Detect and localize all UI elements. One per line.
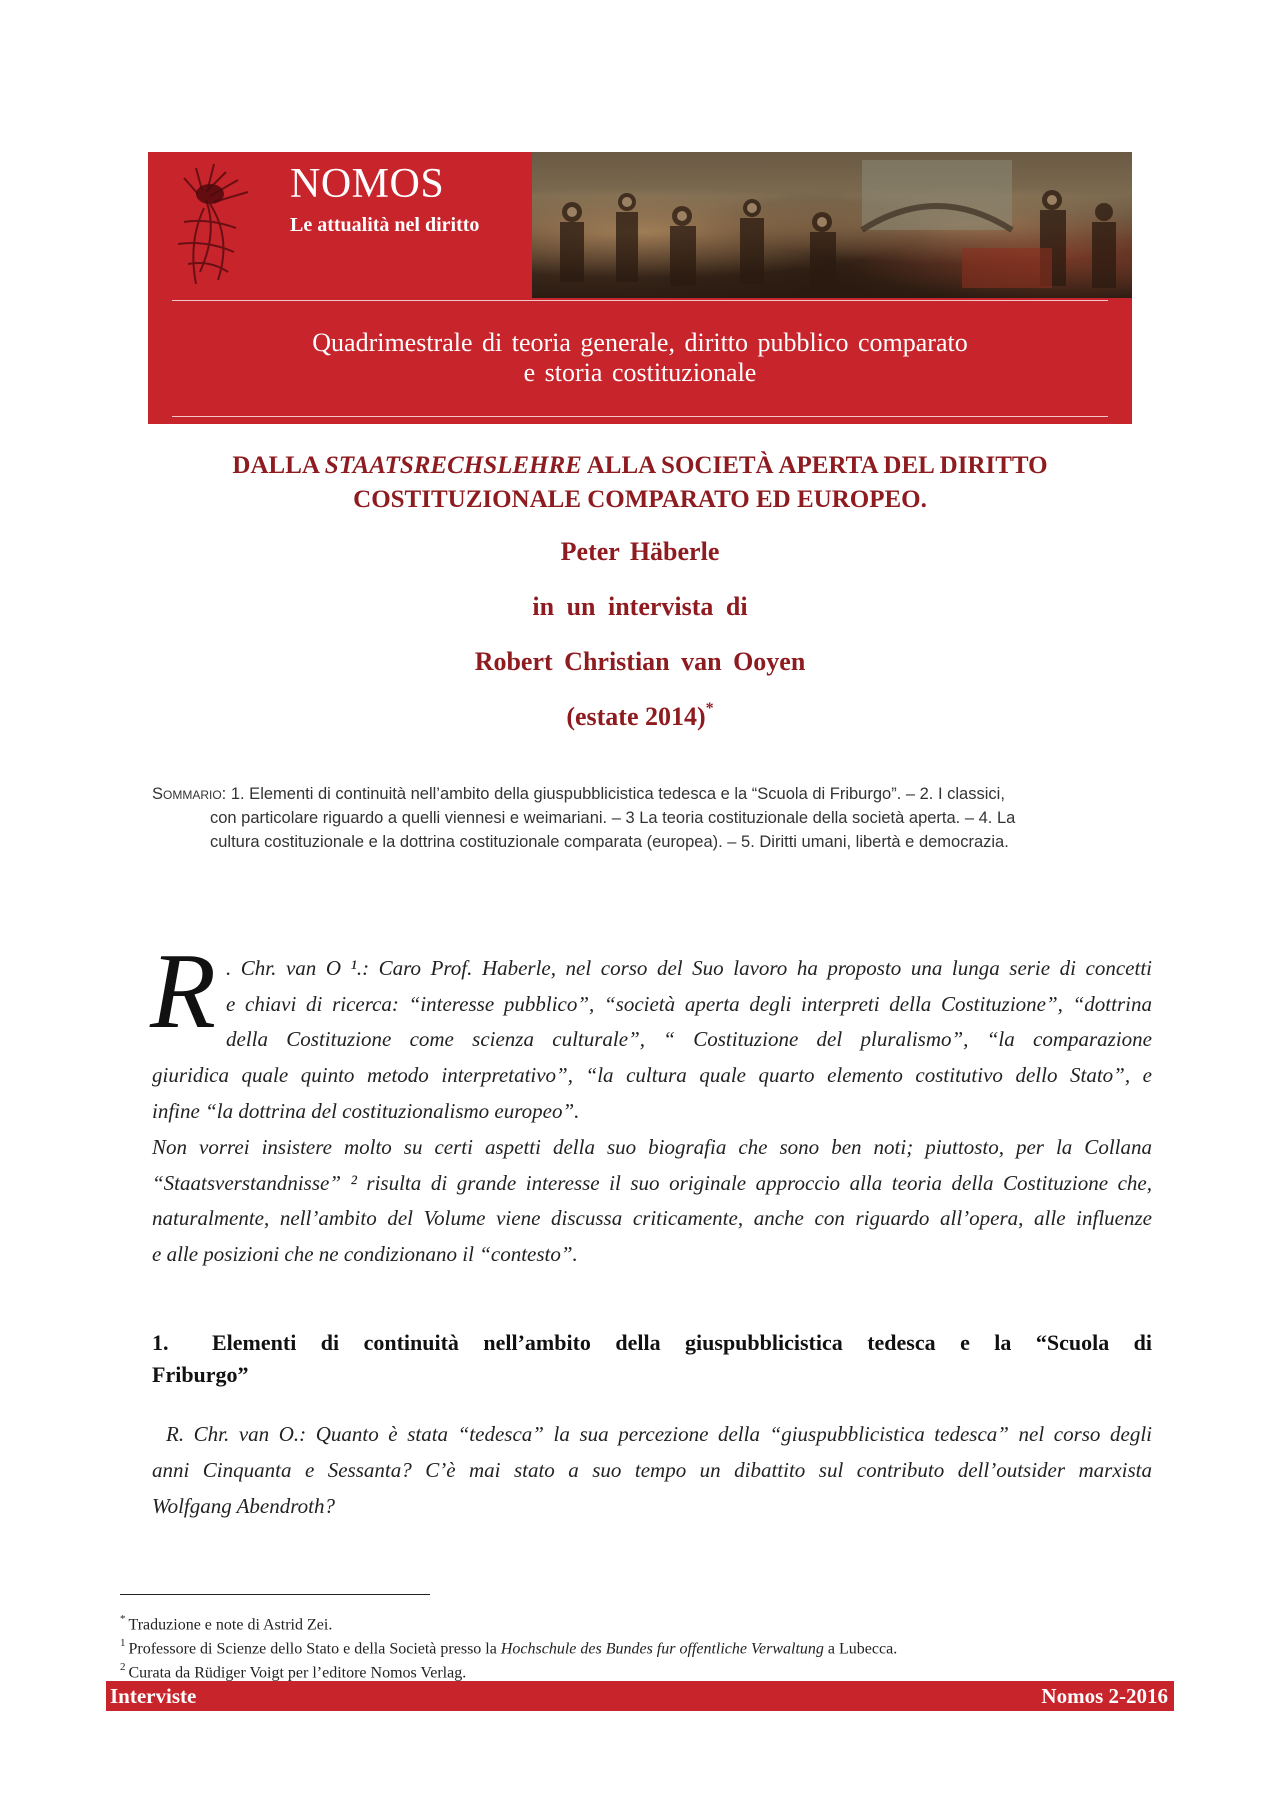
historical-crowd-painting bbox=[532, 152, 1132, 298]
summary bbox=[152, 782, 1152, 854]
intro-line: “Staatsverstandnisse” ² risulta di grande interesse il suo originale approccio alla teoria della Costituzione che, bbox=[152, 1171, 1152, 1195]
thistle-emblem-icon bbox=[148, 152, 288, 297]
footnote-marker: * bbox=[705, 700, 714, 718]
footer-issue-label: Nomos 2-2016 bbox=[1041, 1684, 1168, 1708]
drop-cap: R bbox=[150, 932, 216, 1051]
footnote-marker: 2 bbox=[120, 1661, 126, 1673]
footnote-marker: 1 bbox=[120, 1637, 126, 1649]
banner-divider bbox=[172, 300, 1108, 301]
intro-line: naturalmente, nell’ambito del Volume viene discussa criticamente, anche con riguardo all’opera, alle influenze bbox=[152, 1206, 1152, 1230]
journal-banner bbox=[148, 152, 1132, 424]
footnote-text: Traduzione e note di Astrid Zei. bbox=[128, 1616, 333, 1634]
banner-emblem-area bbox=[148, 152, 532, 297]
journal-title: NOMOS bbox=[290, 161, 445, 207]
intro-line: . Chr. van O ¹.: Caro Prof. Haberle, nel corso del Suo lavoro ha proposto una lunga serie di concetti bbox=[226, 956, 1152, 980]
intro-line: giuridica quale quinto metodo interpretativo”, “la cultura quale quarto elemento costitutivo dello Stato”, e bbox=[152, 1063, 1152, 1087]
article-author: Peter Häberle bbox=[560, 537, 720, 566]
footnote bbox=[120, 1658, 466, 1683]
article-title-line2: COSTITUZIONALE COMPARATO ED EUROPEO. bbox=[353, 486, 927, 513]
date-text: (estate 2014) bbox=[566, 702, 706, 731]
footnote-text: Curata da Rüdiger Voigt per l’editore Nomos Verlag. bbox=[128, 1664, 467, 1682]
title-prefix: DALLA bbox=[232, 452, 325, 479]
section-number: 1. bbox=[152, 1330, 169, 1355]
painting-figures bbox=[532, 152, 1132, 298]
section-heading-line1: Elementi di continuità nell’ambito della giuspubblicistica tedesca e la “Scuola di bbox=[212, 1330, 1152, 1355]
intro-line: Non vorrei insistere molto su certi aspetti della suo biografia che sono ben noti; piuttosto, per la Collana bbox=[152, 1135, 1152, 1159]
summary-line2: con particolare riguardo a quelli viennesi e weimariani. – 3 La teoria costituzionale della società aperta. – 4. La bbox=[210, 809, 1016, 827]
footnote bbox=[120, 1610, 332, 1635]
summary-label: Sommario bbox=[152, 785, 222, 803]
journal-subtitle: Le attualità nel diritto bbox=[290, 214, 480, 236]
article-title-line1 bbox=[100, 452, 1180, 480]
footnote-separator bbox=[120, 1594, 430, 1595]
question-line: R. Chr. van O.: Quanto è stata “tedesca” la sua percezione della “giuspubblicistica tedesca” nel corso degli bbox=[166, 1422, 1152, 1446]
footnote-text: Professore di Scienze dello Stato e della Società presso la bbox=[128, 1640, 501, 1658]
intro-line: infine “la dottrina del costituzionalismo europeo”. bbox=[152, 1099, 580, 1123]
page-footer bbox=[106, 1681, 1174, 1711]
section-heading-line2: Friburgo” bbox=[152, 1362, 249, 1387]
title-italic-term: STAATSRECHSLEHRE bbox=[324, 452, 582, 479]
footnote-marker: * bbox=[120, 1613, 126, 1625]
intro-line: della Costituzione come scienza culturale”, “ Costituzione del pluralismo”, “la comparazione bbox=[226, 1027, 1152, 1051]
title-rest: ALLA SOCIETÀ APERTA DEL DIRITTO bbox=[581, 452, 1048, 479]
footnote bbox=[120, 1634, 897, 1659]
footnote-text: a Lubecca. bbox=[823, 1640, 898, 1658]
intro-line: e chiavi di ricerca: “interesse pubblico”, “società aperta degli interpreti della Costituzione”, “dottrina bbox=[226, 992, 1152, 1016]
interview-date bbox=[100, 702, 1180, 732]
interviewer-name: Robert Christian van Ooyen bbox=[474, 647, 806, 676]
summary-line3: cultura costituzionale e la dottrina costituzionale comparata (europea). – 5. Diritti umani, libertà e democrazia. bbox=[210, 833, 1009, 851]
intro-line: e alle posizioni che ne condizionano il “contesto”. bbox=[152, 1242, 578, 1266]
summary-line1: : 1. Elementi di continuità nell’ambito della giuspubblicistica tedesca e la “Scuola di Friburgo”. – 2. I classici, bbox=[221, 785, 1005, 803]
journal-tagline-line1: Quadrimestrale di teoria generale, diritto pubblico comparato bbox=[312, 328, 968, 357]
interviewer-intro: in un intervista di bbox=[532, 592, 748, 621]
question-line: Wolfgang Abendroth? bbox=[152, 1494, 335, 1518]
footnote-italic-text: Hochschule des Bundes fur offentliche Verwaltung bbox=[500, 1640, 824, 1658]
banner-divider bbox=[172, 416, 1108, 417]
footer-section-label: Interviste bbox=[110, 1684, 197, 1708]
journal-tagline-line2: e storia costituzionale bbox=[523, 358, 757, 387]
question-line: anni Cinquanta e Sessanta? C’è mai stato a suo tempo un dibattito sul contributo dell’outsider marxista bbox=[152, 1458, 1152, 1482]
